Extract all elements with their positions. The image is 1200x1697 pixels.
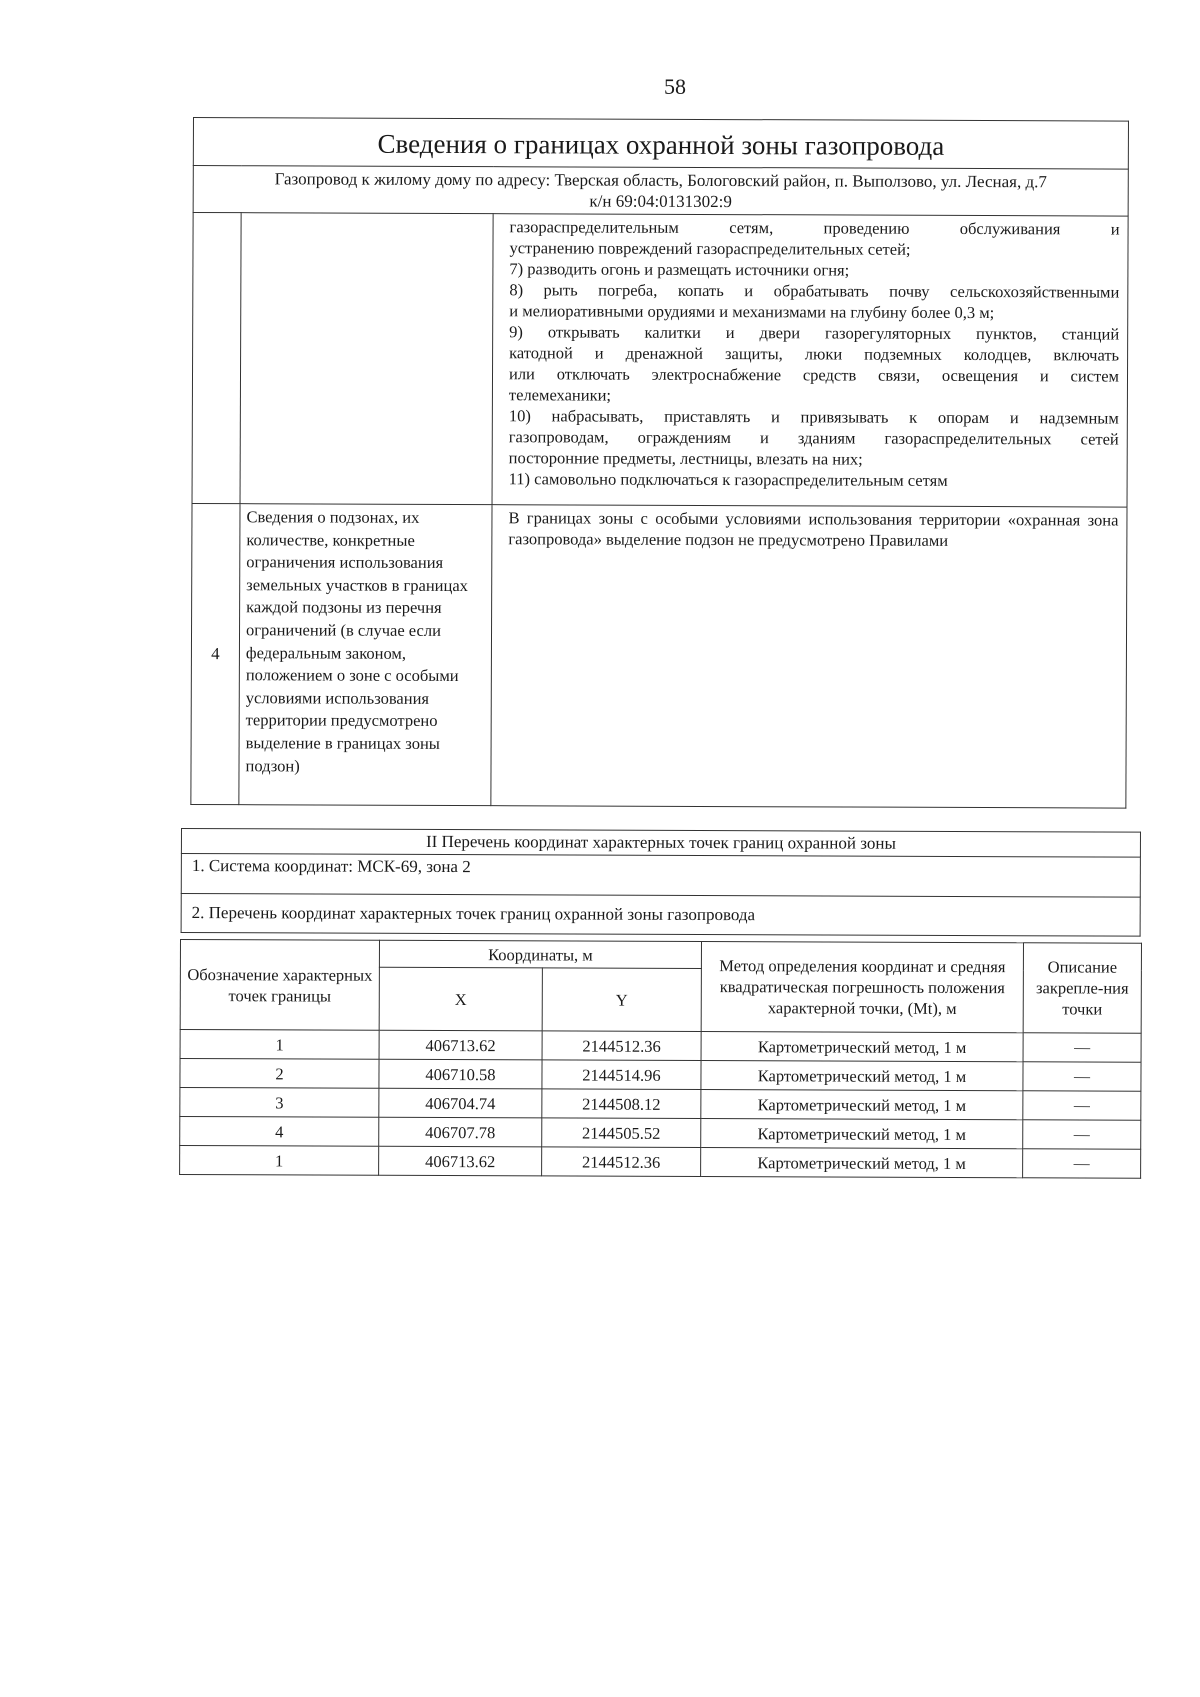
row-number-cell [192,213,241,504]
cell-y: 2144512.36 [542,1147,701,1177]
cell-point: 1 [180,1030,379,1060]
cell-point: 4 [180,1117,379,1147]
header-point: Обозначение характерных точек границы [180,940,379,1031]
cell-y: 2144512.36 [542,1031,701,1061]
document-title: Сведения о границах охранной зоны газопровода [193,118,1128,170]
coordinates-list-title: 2. Перечень координат характерных точек границ охранной зоны газопровода [181,894,1140,937]
header-method: Метод определения координат и средняя квадратическая погрешность положения характерной точки, (Mt), м [701,942,1023,1033]
text-line: или отключать электроснабжение средств связи, освещения и систем [508,364,1120,386]
cell-x: 406707.78 [379,1117,542,1147]
page-number: 58 [664,74,686,99]
table-row [180,1059,1141,1092]
cell-y: 2144505.52 [542,1118,701,1148]
section-2-header [181,828,1141,937]
text-line: посторонние предметы, лестницы, влезать на них; [508,448,863,469]
cell-x: 406713.62 [379,1030,542,1060]
cell-desc: — [1023,1120,1141,1149]
cell-y: 2144508.12 [542,1089,701,1119]
table-row [192,213,1128,508]
row-number: 4 [191,503,240,804]
header-y: Y [542,968,701,1032]
cell-x: 406710.58 [379,1059,542,1089]
table-row [180,1088,1141,1121]
cell-point: 3 [180,1088,379,1118]
table-row [180,1146,1141,1179]
row-name-cell [240,213,493,505]
text-line: газопроводам, ограждениям и зданиям газораспределительных сетей [508,427,1119,449]
text-line: 11) самовольно подключаться к газораспределительным сетям [508,469,948,490]
cell-point: 1 [180,1146,379,1176]
row-name: Сведения о подзонах, их количестве, конкретные ограничения использования земельных участков в границах каждой подзоны из перечня ограничений (в случае если федеральным законом, положением о зоне с особыми условиями использования территории предусмотрено выделение в границах зоны подзон) [239,504,492,806]
cell-method: Картометрический метод, 1 м [701,1148,1023,1178]
cell-desc: — [1023,1033,1141,1062]
text-line: 8) рыть погреба, копать и обрабатывать почву сельскохозяйственными [509,280,1120,302]
subzones-text: В границах зоны с особыми условиями использования территории «охранная зона газопровода» выделение подзон не предусмотрено Правилами [491,505,1127,808]
cell-method: Картометрический метод, 1 м [701,1119,1023,1149]
cell-method: Картометрический метод, 1 м [701,1061,1023,1091]
text-line: 10) набрасывать, приставлять и привязывать к опорам и надземным [508,406,1119,428]
text-line: телемеханики; [508,385,612,405]
table-row [191,503,1127,808]
subtitle-cadastral: к/н 69:04:0131302:9 [589,191,732,212]
cell-y: 2144514.96 [542,1060,701,1090]
subtitle-address: Газопровод к жилому дому по адресу: Тверская область, Бологовский район, п. Выползово, ул. Лесная, д.7 [274,169,1047,192]
cell-method: Картометрический метод, 1 м [701,1032,1023,1062]
restrictions-text [492,214,1128,507]
text-line: устранению повреждений газораспределительных сетей; [509,238,911,259]
header-desc: Описание закрепле-ния точки [1023,943,1141,1033]
text-line: и мелиоративными орудиями и механизмами на глубину более 0,3 м; [509,301,995,323]
cell-x: 406704.74 [379,1088,542,1118]
text-line: газораспределительным сетям, проведению обслуживания и [509,217,1120,239]
header-coords: Координаты, м [379,940,701,968]
cell-desc: — [1023,1062,1141,1091]
header-x: X [379,967,542,1031]
text-line: 7) разводить огонь и размещать источники огня; [509,259,850,280]
cell-desc: — [1023,1149,1141,1178]
cell-x: 406713.62 [379,1146,542,1176]
cell-method: Картометрический метод, 1 м [701,1090,1023,1120]
section-2-heading: II Перечень координат характерных точек границ охранной зоны [181,829,1140,858]
cell-desc: — [1023,1091,1141,1120]
coordinate-system: 1. Система координат: МСК-69, зона 2 [181,854,1140,898]
zone-info-table [190,117,1129,809]
coordinates-table [179,939,1142,1179]
document-subtitle [193,166,1128,217]
cell-point: 2 [180,1059,379,1089]
table-row [180,1030,1141,1063]
table-row [180,1117,1141,1150]
text-line: 9) открывать калитки и двери газорегуляторных пунктов, станций [509,322,1120,344]
text-line: катодной и дренажной защиты, люки подземных колодцев, включать [509,343,1120,365]
